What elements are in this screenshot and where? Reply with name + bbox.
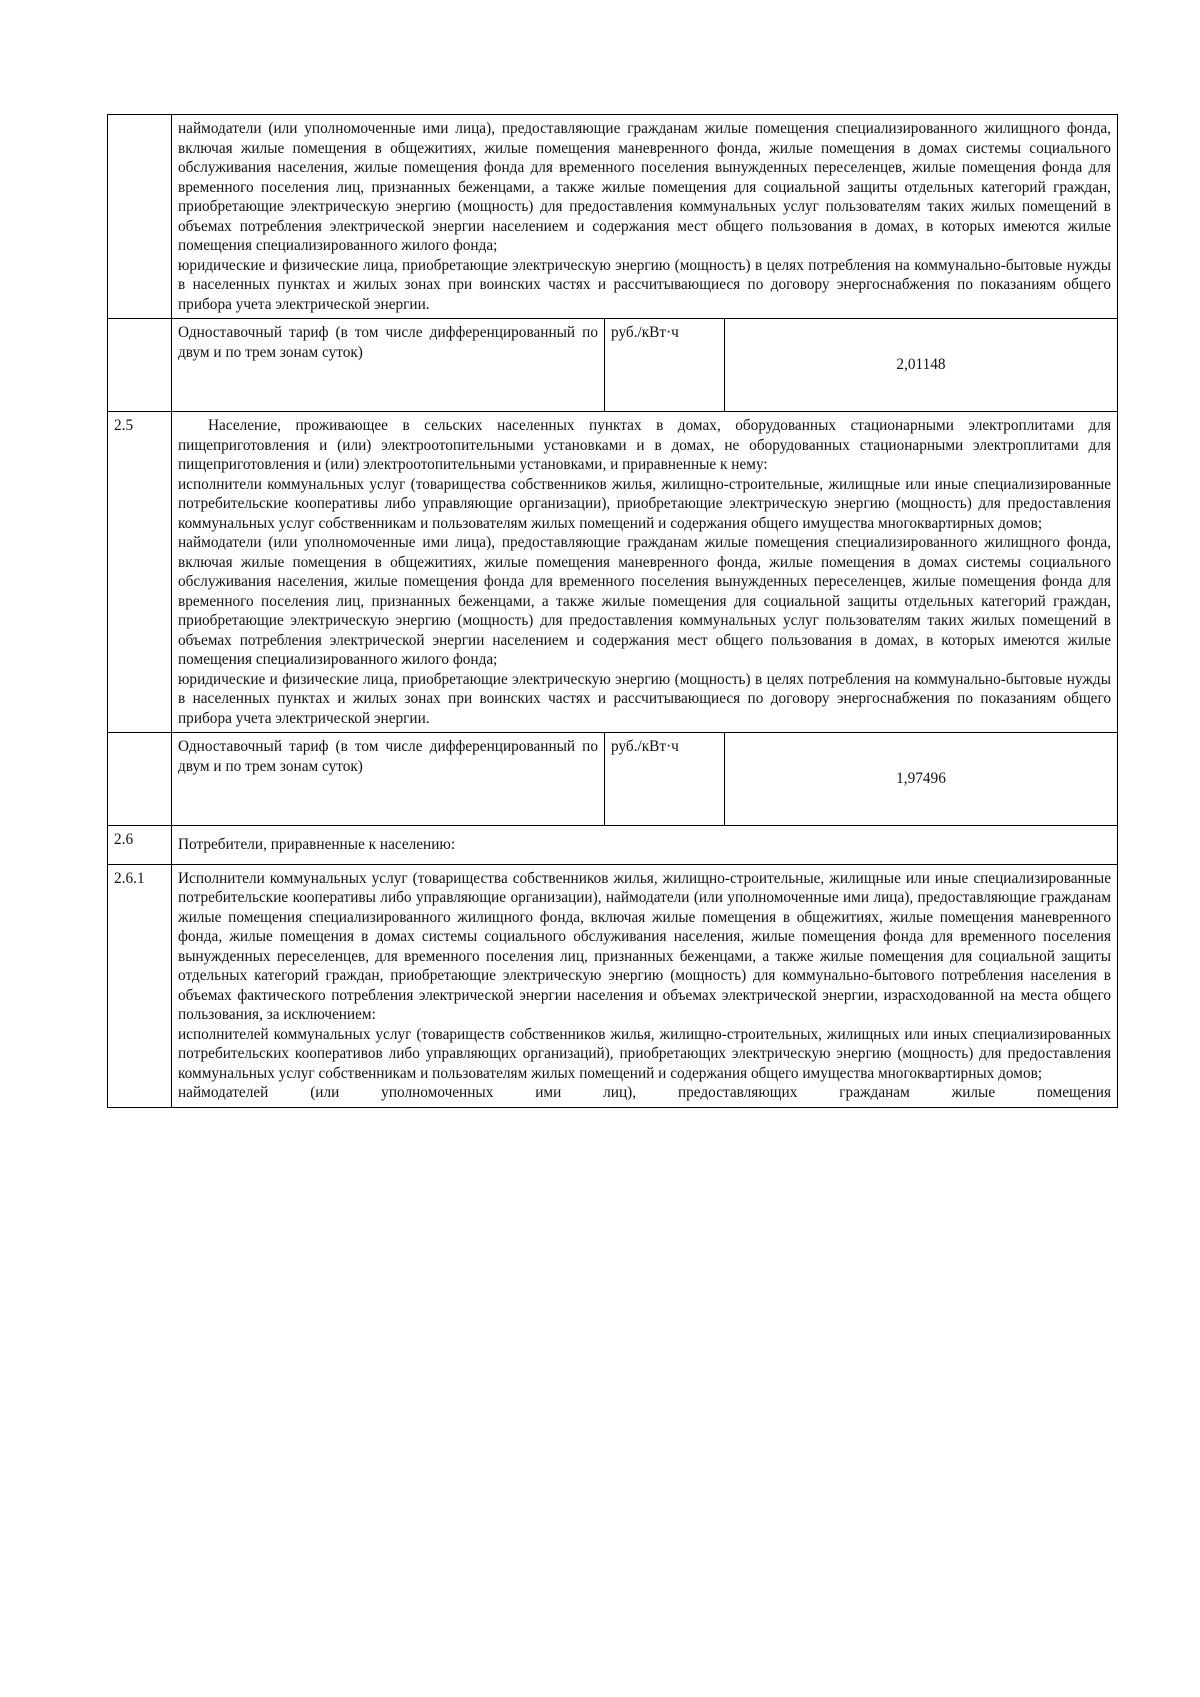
tariff-table: [107, 114, 1118, 1108]
tariff-value: 2,01148: [725, 319, 1118, 412]
paragraph: исполнители коммунальных услуг (товарищества собственников жилья, жилищно-строительные, жилищные или иные специализированные потребительские кооперативы либо управляющие организации), приобретающие электрическую энергию (мощность) для предоставления коммунальных услуг собственникам и пользователям жилых помещений и содержания общего имущества многоквартирных домов;: [178, 475, 1111, 532]
row-number-cell: [108, 319, 172, 412]
row-number-cell: [108, 733, 172, 826]
tariff-label-cell: [172, 733, 605, 826]
section-heading: Потребители, приравненные к населению:: [172, 826, 1118, 865]
tariff-row: [108, 733, 1118, 826]
row-number: 2.6: [108, 826, 172, 865]
description-cell: [172, 864, 1118, 1107]
tariff-label: Одноставочный тариф (в том числе дифференцированный по двум и по трем зонам суток): [178, 324, 598, 361]
description-cell: [172, 115, 1118, 319]
unit-cell: руб./кВт·ч: [605, 733, 725, 826]
tariff-label: Одноставочный тариф (в том числе дифференцированный по двум и по трем зонам суток): [178, 738, 598, 775]
row-number-cell: [108, 115, 172, 319]
table-row: [108, 115, 1118, 319]
paragraph: наймодатели (или уполномоченные ими лица), предоставляющие гражданам жилые помещения специализированного жилищного фонда, включая жилые помещения в общежитиях, жилые помещения маневренного фонда, жилые помещения в домах системы социального обслуживания населения, жилые помещения фонда для временного поселения вынужденных переселенцев, жилые помещения фонда для временного поселения лиц, признанных беженцами, а также жилые помещения для социальной защиты отдельных категорий граждан, приобретающие электрическую энергию (мощность) для предоставления коммунальных услуг пользователям таких жилых помещений в объемах потребления электрической энергии населением и содержания мест общего пользования в домах, в которых имеются жилые помещения специализированного жилого фонда;: [178, 120, 1111, 254]
paragraph: наймодателей (или уполномоченных ими лиц), предоставляющих гражданам жилые помещения: [178, 1084, 1111, 1101]
table-row: [108, 864, 1118, 1107]
paragraph: Население, проживающее в сельских населенных пунктах в домах, оборудованных стационарными электроплитами для пищеприготовления и (или) электроотопительными установками и в домах, не оборудованных стационарными электроплитами для пищеприготовления и (или) электроотопительными установками, и приравненные к нему:: [178, 417, 1111, 473]
unit-cell: руб./кВт·ч: [605, 319, 725, 412]
paragraph: Исполнители коммунальных услуг (товарищества собственников жилья, жилищно-строительные, жилищные или иные специализированные потребительские кооперативы либо управляющие организации), наймодатели (или уполномоченные ими лица), предоставляющие гражданам жилые помещения специализированного жилищного фонда, включая жилые помещения в общежитиях, жилые помещения маневренного фонда, жилые помещения в домах системы социального обслуживания населения, жилые помещения фонда для временного поселения вынужденных переселенцев, для временного поселения лиц, признанных беженцами, а также жилые помещения для социальной защиты отдельных категорий граждан, приобретающие электрическую энергию (мощность) для коммунально-бытового потребления населения в объемах фактического потребления электрической энергии населения и объемах электрической энергии, израсходованной на места общего пользования, за исключением:: [178, 869, 1111, 1023]
row-number: 2.5: [108, 412, 172, 733]
tariff-row: [108, 319, 1118, 412]
document-page: [107, 114, 1117, 1108]
tariff-label-cell: [172, 319, 605, 412]
paragraph: наймодатели (или уполномоченные ими лица), предоставляющие гражданам жилые помещения специализированного жилищного фонда, включая жилые помещения в общежитиях, жилые помещения маневренного фонда, жилые помещения в домах системы социального обслуживания населения, жилые помещения фонда для временного поселения вынужденных переселенцев, жилые помещения фонда для временного поселения лиц, признанных беженцами, а также жилые помещения для социальной защиты отдельных категорий граждан, приобретающие электрическую энергию (мощность) для предоставления коммунальных услуг пользователям таких жилых помещений в объемах потребления электрической энергии населением и содержания мест общего пользования в домах, в которых имеются жилые помещения специализированного жилого фонда;: [178, 534, 1111, 668]
paragraph: юридические и физические лица, приобретающие электрическую энергию (мощность) в целях потребления на коммунально-бытовые нужды в населенных пунктах и жилых зонах при воинских частях и рассчитывающиеся по договору энергоснабжения по показаниям общего прибора учета электрической энергии.: [178, 670, 1111, 727]
paragraph: исполнителей коммунальных услуг (товариществ собственников жилья, жилищно-строительных, жилищных или иных специализированных потребительских кооперативов либо управляющих организаций), приобретающих электрическую энергию (мощность) для предоставления коммунальных услуг собственникам и пользователям жилых помещений и содержания общего имущества многоквартирных домов;: [178, 1025, 1111, 1082]
description-cell: [172, 412, 1118, 733]
paragraph: юридические и физические лица, приобретающие электрическую энергию (мощность) в целях потребления на коммунально-бытовые нужды в населенных пунктах и жилых зонах при воинских частях и рассчитывающиеся по договору энергоснабжения по показаниям общего прибора учета электрической энергии.: [178, 256, 1111, 313]
row-number: 2.6.1: [108, 864, 172, 1107]
table-row: [108, 412, 1118, 733]
tariff-value: 1,97496: [725, 733, 1118, 826]
table-row: [108, 826, 1118, 865]
